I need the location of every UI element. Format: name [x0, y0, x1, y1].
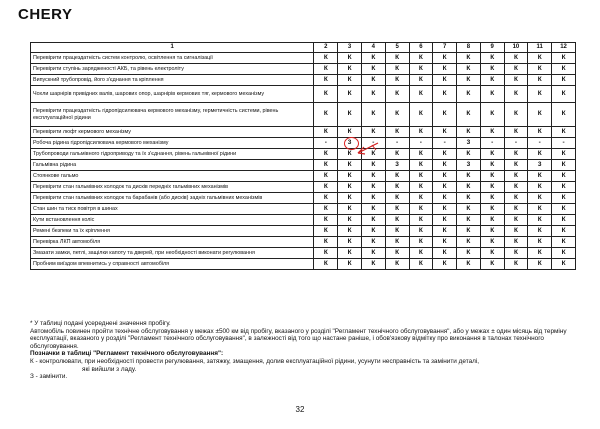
row-value: К — [457, 127, 481, 138]
row-value: К — [361, 259, 385, 270]
table-row — [31, 193, 576, 204]
row-value: К — [457, 75, 481, 86]
legend-title: Позначки в таблиці "Регламент технічного обслуговування": — [30, 350, 224, 358]
column-header: 12 — [552, 43, 576, 53]
row-value: К — [552, 237, 576, 248]
column-header: 6 — [409, 43, 433, 53]
column-header: 7 — [433, 43, 457, 53]
column-header: 1 — [31, 43, 314, 53]
row-value: К — [361, 237, 385, 248]
row-value: К — [433, 171, 457, 182]
row-value: К — [480, 64, 504, 75]
page-number: 32 — [295, 405, 305, 414]
row-value: К — [552, 193, 576, 204]
row-value: К — [480, 237, 504, 248]
row-value: К — [409, 160, 433, 171]
row-label: Робоча рідина гідропідсилювача кермового механізму — [31, 138, 314, 149]
row-value: К — [480, 182, 504, 193]
row-value: К — [552, 248, 576, 259]
row-value: - — [361, 138, 385, 149]
row-value: К — [504, 86, 528, 103]
table-row — [31, 160, 576, 171]
row-value: К — [528, 127, 552, 138]
row-value: К — [385, 64, 409, 75]
row-value: К — [338, 215, 362, 226]
table-row — [31, 103, 576, 127]
column-header: 4 — [361, 43, 385, 53]
row-label: Змазати замки, петлі, защілки капоту та дверей, при необхідності виконати регулювання — [31, 248, 314, 259]
row-value: К — [338, 160, 362, 171]
row-value: К — [314, 204, 338, 215]
table-header-row — [31, 43, 576, 53]
row-value: К — [457, 226, 481, 237]
row-value: К — [361, 215, 385, 226]
column-header: 5 — [385, 43, 409, 53]
row-value: К — [385, 127, 409, 138]
row-value: К — [314, 127, 338, 138]
row-value: К — [409, 248, 433, 259]
row-value: К — [361, 127, 385, 138]
row-value: К — [480, 193, 504, 204]
row-value: К — [314, 149, 338, 160]
row-value: К — [409, 237, 433, 248]
row-value: К — [528, 259, 552, 270]
row-value: К — [457, 182, 481, 193]
row-value: К — [457, 103, 481, 127]
row-value: К — [433, 64, 457, 75]
table-row — [31, 248, 576, 259]
row-label: Перевірити працездатність систем контролю, освітлення та сигналізації — [31, 53, 314, 64]
row-value: К — [552, 182, 576, 193]
row-value: К — [385, 103, 409, 127]
row-value: К — [385, 215, 409, 226]
row-value: К — [528, 248, 552, 259]
row-value: К — [552, 149, 576, 160]
row-value: К — [338, 226, 362, 237]
row-value: К — [504, 193, 528, 204]
row-value: К — [385, 75, 409, 86]
row-label: Кути встановлення коліс — [31, 215, 314, 226]
row-value: К — [314, 259, 338, 270]
row-label: Перевірити люфт кермового механізму — [31, 127, 314, 138]
row-value: К — [504, 248, 528, 259]
row-label: Чохли шарнірів привідних валів, шарових опор, шарнірів кермових тяг, кермового механізму — [31, 86, 314, 103]
column-header: 9 — [480, 43, 504, 53]
row-value: К — [338, 127, 362, 138]
row-value: К — [552, 204, 576, 215]
row-value: К — [361, 226, 385, 237]
table-row — [31, 237, 576, 248]
maintenance-schedule-table — [30, 42, 576, 270]
row-label: Перевірити ступінь зарядженості АКБ, та рівень електроліту — [31, 64, 314, 75]
row-value: К — [385, 226, 409, 237]
row-value: - — [504, 138, 528, 149]
row-value: К — [361, 53, 385, 64]
row-value: 3 — [528, 160, 552, 171]
row-value: К — [528, 226, 552, 237]
row-value: К — [504, 149, 528, 160]
row-value: К — [457, 259, 481, 270]
row-value: 3 — [457, 160, 481, 171]
note-service-tolerance: Автомобіль повинен пройти технічне обслуговування у межах ±500 км від пробігу, вказаного у розділі "Регламент технічного обслуговування", або у межах ± один місяць від терміну експлуатації, вказаного у розділі "Регламент технічного обслуговування", в залежності від того що настане раніше, і обов'язкову відмітку про виконання в талонах технічного обслуговування. — [30, 327, 567, 350]
table-row — [31, 259, 576, 270]
row-value: К — [409, 193, 433, 204]
table-row — [31, 53, 576, 64]
row-value: К — [385, 259, 409, 270]
row-value: К — [552, 171, 576, 182]
row-label: Стан шин та тиск повітря в шинах — [31, 204, 314, 215]
row-label: Стоянкове гальмо — [31, 171, 314, 182]
row-value: К — [552, 53, 576, 64]
row-value: - — [385, 138, 409, 149]
table-row — [31, 127, 576, 138]
row-value: К — [504, 171, 528, 182]
row-value: К — [314, 182, 338, 193]
row-value: К — [314, 53, 338, 64]
legend-k-continued: які вийшли з ладу. — [82, 365, 137, 373]
row-value: К — [528, 103, 552, 127]
column-header: 2 — [314, 43, 338, 53]
row-value: К — [457, 53, 481, 64]
row-value: К — [433, 215, 457, 226]
row-value: К — [480, 248, 504, 259]
row-value: - — [409, 138, 433, 149]
row-value: К — [528, 171, 552, 182]
row-value: К — [409, 259, 433, 270]
row-value: К — [480, 204, 504, 215]
row-value: К — [480, 215, 504, 226]
row-value: К — [361, 103, 385, 127]
row-value: К — [433, 182, 457, 193]
row-value: - — [314, 138, 338, 149]
row-value: К — [338, 64, 362, 75]
legend-k: К - контролювати, при необхідності провести регулювання, затяжку, змащення, долив експлуатаційної рідини, усунути несправність та замінити деталі, — [30, 357, 480, 365]
row-label: Перевірити стан гальмівних колодок та дисків передніх гальмівних механізмів — [31, 182, 314, 193]
row-label: Перевірити стан гальмівних колодок та барабанів (або дисків) задніх гальмівних механізмів — [31, 193, 314, 204]
row-value: К — [385, 237, 409, 248]
row-value: К — [361, 182, 385, 193]
row-value: К — [480, 226, 504, 237]
row-value: 3 — [385, 160, 409, 171]
row-value: - — [480, 138, 504, 149]
note-average-mileage: * У таблиці подані усереднені значення пробігу. — [30, 320, 171, 327]
legend-z: З - замінити. — [30, 373, 68, 381]
row-value: К — [480, 160, 504, 171]
row-value: К — [409, 103, 433, 127]
row-value: К — [433, 75, 457, 86]
row-value: К — [385, 182, 409, 193]
row-value: К — [504, 75, 528, 86]
row-value: К — [480, 75, 504, 86]
row-value: К — [480, 171, 504, 182]
column-header: 3 — [338, 43, 362, 53]
row-value: К — [504, 259, 528, 270]
row-value: К — [433, 259, 457, 270]
row-value: К — [528, 237, 552, 248]
notes-section — [30, 320, 576, 381]
row-value: 3 — [457, 138, 481, 149]
row-value: К — [314, 171, 338, 182]
row-value: К — [361, 86, 385, 103]
row-value: К — [361, 160, 385, 171]
table-row — [31, 171, 576, 182]
table-row — [31, 64, 576, 75]
row-value: К — [480, 53, 504, 64]
row-value: К — [504, 64, 528, 75]
row-value: К — [433, 193, 457, 204]
row-value: К — [528, 204, 552, 215]
table-row — [31, 149, 576, 160]
row-value: К — [528, 86, 552, 103]
row-label: Випускний трубопровід, його з'єднання та кріплення — [31, 75, 314, 86]
row-label: Перевірити працездатність гідропідсилювача кермового механізму, герметичність системи, рівень експлуатаційної рідини — [31, 103, 314, 127]
row-value: К — [552, 215, 576, 226]
row-value: К — [528, 64, 552, 75]
row-value: К — [528, 149, 552, 160]
row-value: К — [504, 237, 528, 248]
row-value: К — [385, 53, 409, 64]
row-value: К — [338, 193, 362, 204]
row-value: К — [433, 226, 457, 237]
row-value: К — [338, 259, 362, 270]
row-value: К — [361, 75, 385, 86]
table-row — [31, 138, 576, 149]
row-value: К — [338, 75, 362, 86]
row-value: К — [314, 160, 338, 171]
table-row — [31, 75, 576, 86]
row-label: Пробним виїздом впевнитись у справності автомобіля — [31, 259, 314, 270]
row-value: К — [409, 64, 433, 75]
row-value: К — [552, 75, 576, 86]
row-value: К — [314, 64, 338, 75]
row-value: - — [552, 138, 576, 149]
column-header: 10 — [504, 43, 528, 53]
row-value: К — [338, 149, 362, 160]
row-value: К — [457, 86, 481, 103]
row-value: К — [504, 226, 528, 237]
row-value: К — [480, 86, 504, 103]
row-value: К — [338, 53, 362, 64]
table-row — [31, 86, 576, 103]
row-value: К — [338, 171, 362, 182]
row-value: К — [433, 237, 457, 248]
row-value: К — [361, 149, 385, 160]
row-value: К — [361, 248, 385, 259]
row-value: К — [433, 86, 457, 103]
row-label: Ремені безпеки та їх кріплення — [31, 226, 314, 237]
row-value: К — [409, 215, 433, 226]
row-value: - — [528, 138, 552, 149]
row-value: К — [314, 226, 338, 237]
row-value: К — [528, 182, 552, 193]
row-value: К — [457, 171, 481, 182]
row-value: К — [338, 182, 362, 193]
row-value: К — [361, 64, 385, 75]
row-value: К — [552, 103, 576, 127]
row-value: К — [409, 226, 433, 237]
row-value: К — [552, 127, 576, 138]
row-value: К — [504, 127, 528, 138]
row-value: К — [314, 215, 338, 226]
row-value: К — [433, 248, 457, 259]
row-value: К — [480, 149, 504, 160]
row-value: К — [433, 160, 457, 171]
row-label: Трубопроводи гальмівного гідроприводу та їх з'єднання, рівень гальмівної рідини — [31, 149, 314, 160]
row-value: К — [385, 204, 409, 215]
row-value: К — [409, 182, 433, 193]
row-value: К — [552, 86, 576, 103]
row-value: К — [314, 75, 338, 86]
row-value: К — [409, 86, 433, 103]
row-value: К — [385, 248, 409, 259]
row-value: К — [409, 127, 433, 138]
row-value: К — [314, 103, 338, 127]
row-value: К — [433, 127, 457, 138]
row-value: К — [385, 171, 409, 182]
row-value: К — [361, 171, 385, 182]
row-value: К — [457, 193, 481, 204]
row-value: К — [552, 160, 576, 171]
row-value: К — [385, 86, 409, 103]
row-value: К — [552, 226, 576, 237]
row-value: К — [409, 204, 433, 215]
row-value: К — [433, 149, 457, 160]
row-value: К — [338, 103, 362, 127]
row-label: Перевірка ЛКП автомобіля — [31, 237, 314, 248]
row-value: К — [314, 193, 338, 204]
row-value: К — [504, 103, 528, 127]
row-value: К — [457, 149, 481, 160]
row-value: К — [528, 193, 552, 204]
row-value: К — [457, 204, 481, 215]
row-value: К — [338, 86, 362, 103]
row-value: К — [457, 215, 481, 226]
table-row — [31, 182, 576, 193]
row-value: К — [480, 259, 504, 270]
row-value: К — [528, 53, 552, 64]
row-value: - — [433, 138, 457, 149]
row-value: К — [409, 75, 433, 86]
row-value: К — [504, 53, 528, 64]
row-value: К — [457, 237, 481, 248]
column-header: 11 — [528, 43, 552, 53]
circled-value: 3 — [347, 138, 352, 146]
row-value: К — [361, 204, 385, 215]
row-value: К — [504, 182, 528, 193]
row-value: К — [314, 86, 338, 103]
row-value: К — [457, 248, 481, 259]
table-row — [31, 226, 576, 237]
row-value: К — [480, 103, 504, 127]
handwritten-arrow-icon — [354, 141, 380, 159]
column-header: 8 — [457, 43, 481, 53]
row-value: К — [361, 193, 385, 204]
row-value: К — [338, 204, 362, 215]
row-value: К — [528, 215, 552, 226]
row-value: К — [338, 248, 362, 259]
row-value: К — [480, 127, 504, 138]
row-value: К — [433, 53, 457, 64]
row-label: Гальмівна рідина — [31, 160, 314, 171]
row-value: К — [314, 237, 338, 248]
row-value: К — [409, 53, 433, 64]
row-value: К — [385, 149, 409, 160]
row-value: К — [504, 160, 528, 171]
row-value: К — [528, 75, 552, 86]
table-row — [31, 204, 576, 215]
row-value: К — [433, 204, 457, 215]
row-value: К — [338, 237, 362, 248]
row-value: К — [504, 215, 528, 226]
row-value: К — [409, 171, 433, 182]
brand-logo-text: CHERY — [18, 6, 73, 23]
row-value: К — [385, 193, 409, 204]
row-value: К — [409, 149, 433, 160]
row-value: К — [457, 64, 481, 75]
row-value: К — [433, 103, 457, 127]
row-value: К — [314, 248, 338, 259]
row-value: К — [504, 204, 528, 215]
row-value: К — [552, 259, 576, 270]
table-row — [31, 215, 576, 226]
row-value: К — [552, 64, 576, 75]
